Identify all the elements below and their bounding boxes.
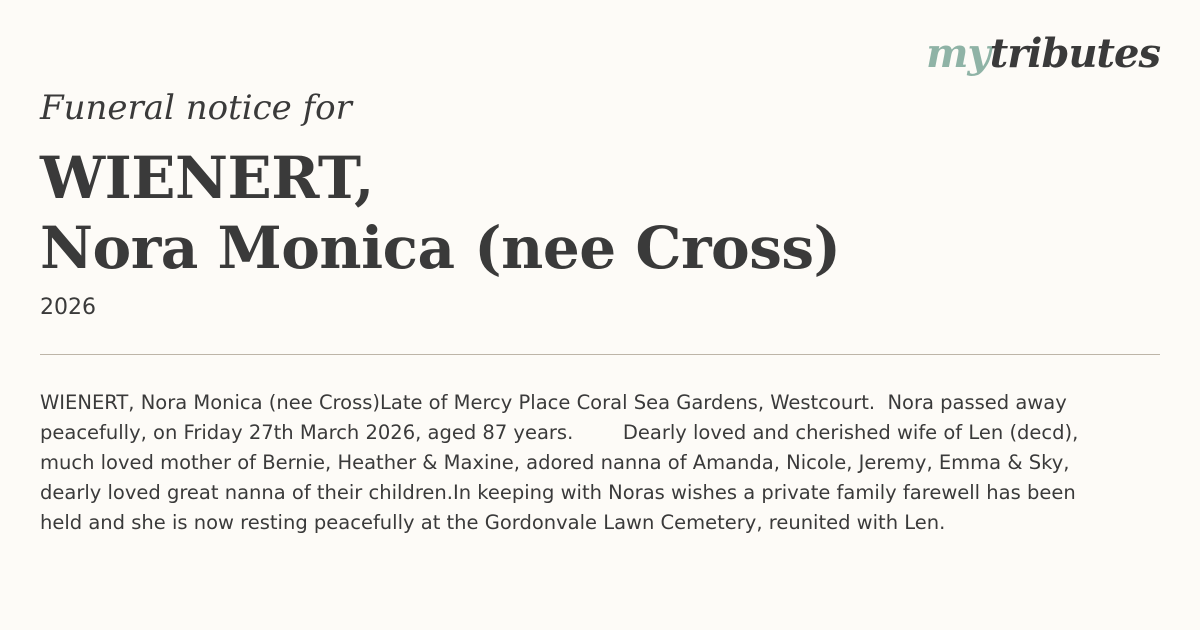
logo-my-text: my	[926, 30, 990, 77]
logo-tributes-text: tributes	[989, 30, 1160, 77]
notice-year: 2026	[40, 294, 96, 320]
notice-header	[40, 88, 1160, 320]
mytributes-logo[interactable]	[926, 30, 1160, 77]
deceased-name	[40, 143, 1160, 283]
given-names-line: Nora Monica (nee Cross)	[40, 213, 841, 282]
notice-body-text: WIENERT, Nora Monica (nee Cross)Late of Mercy Place Coral Sea Gardens, Westcourt. Nora passed away peacefully, on Friday 27th March 2026, aged 87 years. Dearly loved and cherished wife of Len (decd), much loved mother of Bernie, Heather & Maxine, adored nanna of Amanda, Nicole, Jeremy, Emma & Sky, dearly loved great nanna of their children.In keeping with Noras wishes a private family farewell has been held and she is now resting peacefully at the Gordonvale Lawn Cemetery, reunited with Len.	[40, 391, 1085, 534]
notice-type-label: Funeral notice for	[40, 88, 352, 128]
surname-line: WIENERT,	[40, 143, 374, 212]
section-divider	[40, 354, 1160, 355]
